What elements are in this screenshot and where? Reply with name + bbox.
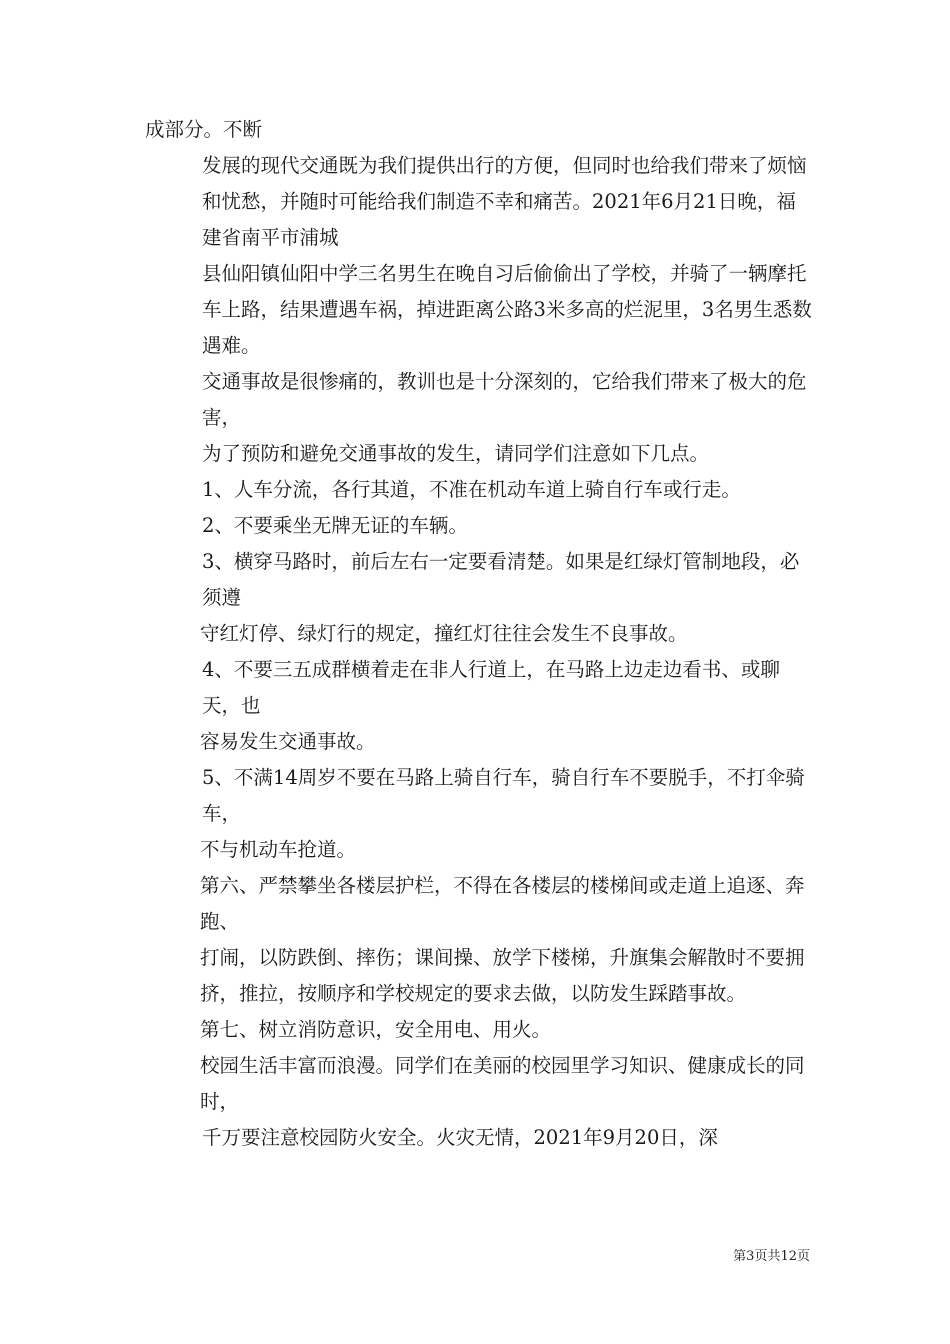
rule-item-4: 4、不要三五成群横着走在非人行道上，在马路上边走边看书、或聊天，也 <box>202 658 780 717</box>
paragraph-2: 发展的现代交通既为我们提供出行的方便，但同时也给我们带来了烦恼和忧愁，并随时可能给我们制造不幸和痛苦。2021年6月21日晚，福建省南平市浦城 <box>202 154 807 249</box>
rule-item-2: 2、不要乘坐无牌无证的车辆。 <box>202 514 468 537</box>
rule-item-6: 第六、严禁攀坐各楼层护栏，不得在各楼层的楼梯间或走道上追逐、奔跑、 <box>200 874 805 933</box>
paragraph-fire-safety: 千万要注意校园防火安全。火灾无情，2021年9月20日，深 <box>202 1126 718 1149</box>
rule-item-7: 第七、树立消防意识，安全用电、用火。 <box>200 1018 552 1041</box>
paragraph-5: 为了预防和避免交通事故的发生，请同学们注意如下几点。 <box>202 442 710 465</box>
document-body <box>145 112 815 1156</box>
rule-item-3: 3、横穿马路时，前后左右一定要看清楚。如果是红绿灯管制地段，必须遵 <box>202 550 800 609</box>
rule-item-1: 1、人车分流，各行其道，不准在机动车道上骑自行车或行走。 <box>202 478 741 501</box>
rule-item-6-continued: 打闹，以防跌倒、摔伤；课间操、放学下楼梯，升旗集会解散时不要拥挤，推拉，按顺序和学校规定的要求去做，以防发生踩踏事故。 <box>200 946 805 1005</box>
rule-item-5-continued: 不与机动车抢道。 <box>200 838 357 861</box>
page-number: 第3页共12页 <box>733 1249 810 1264</box>
paragraph-1: 成部分。不断 <box>145 118 263 141</box>
rule-item-4-continued: 容易发生交通事故。 <box>200 730 376 753</box>
rule-item-3-continued: 守红灯停、绿灯行的规定，撞红灯往往会发生不良事故。 <box>200 622 688 645</box>
paragraph-4: 交通事故是很惨痛的，教训也是十分深刻的，它给我们带来了极大的危害， <box>202 370 807 429</box>
paragraph-3: 县仙阳镇仙阳中学三名男生在晚自习后偷偷出了学校，并骑了一辆摩托车上路，结果遭遇车祸，掉进距离公路3米多高的烂泥里，3名男生悉数遇难。 <box>202 262 812 357</box>
rule-item-5: 5、不满14周岁不要在马路上骑自行车，骑自行车不要脱手，不打伞骑车， <box>202 766 805 825</box>
paragraph-campus-life: 校园生活丰富而浪漫。同学们在美丽的校园里学习知识、健康成长的同时， <box>200 1054 805 1113</box>
